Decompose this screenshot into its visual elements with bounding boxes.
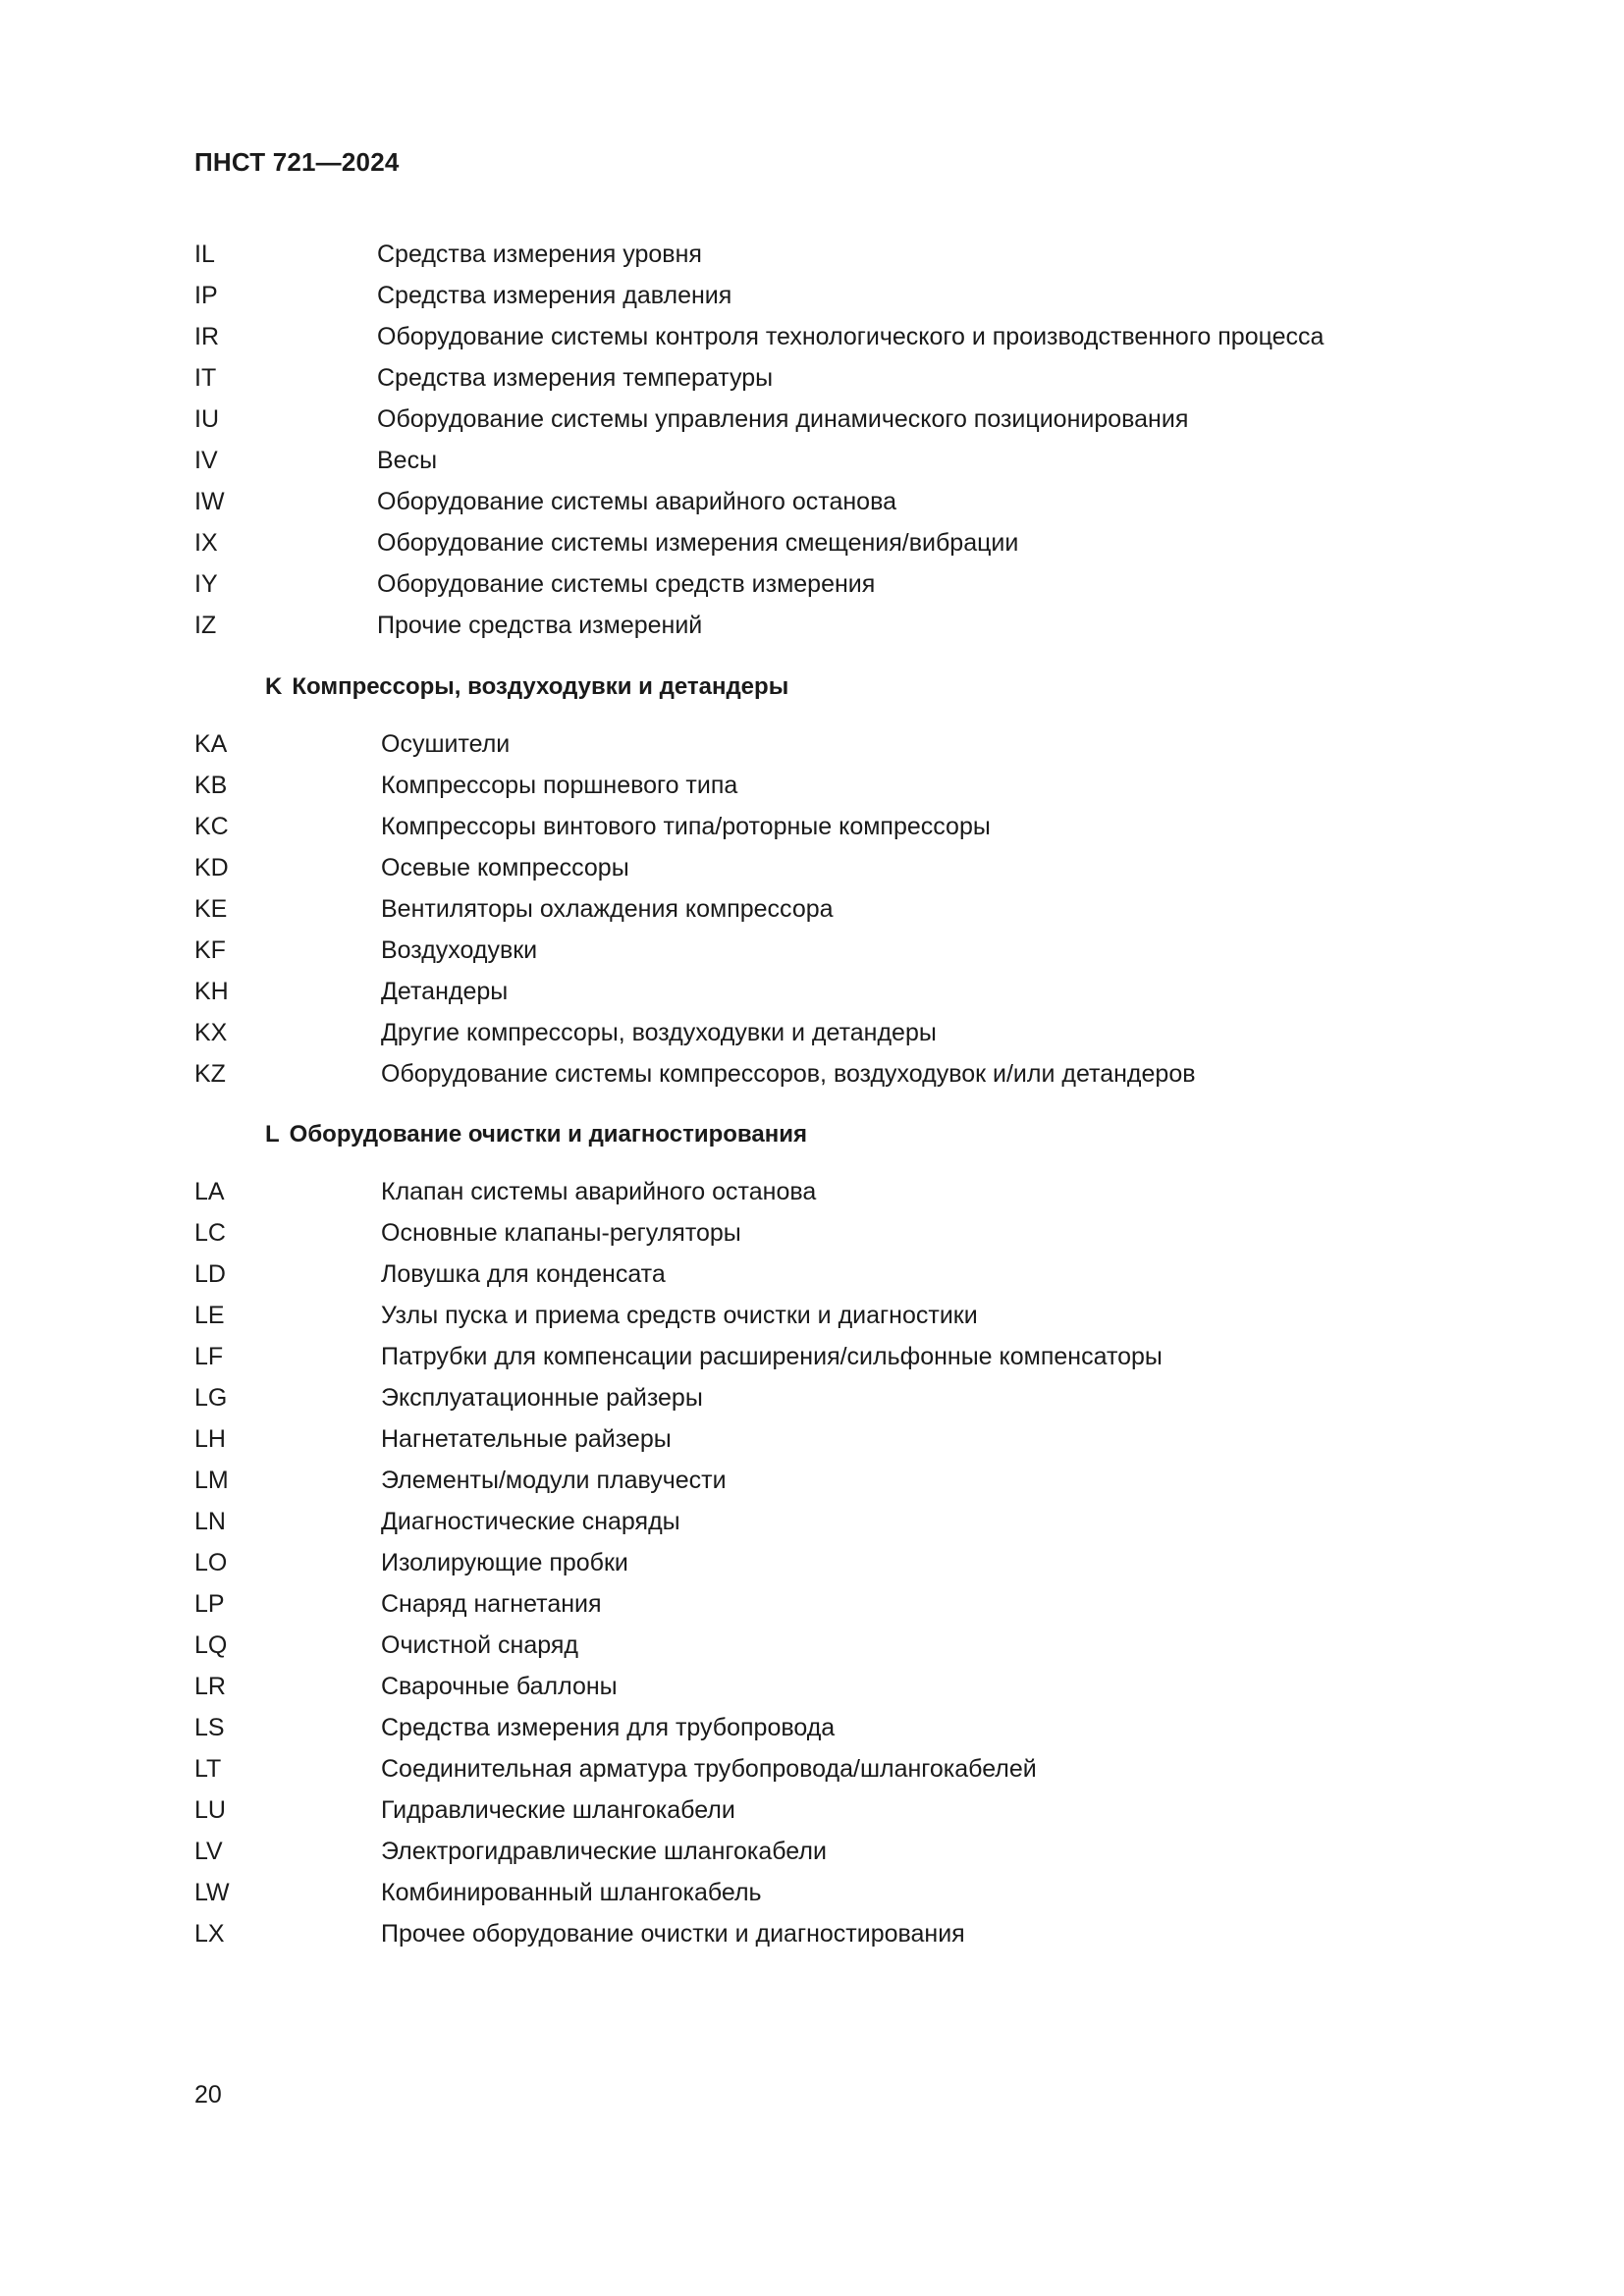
section-heading-k: [265, 670, 788, 704]
list-item: [194, 971, 1432, 1012]
list-item: [194, 563, 1432, 605]
list-item: [194, 316, 1432, 357]
item-text: Сварочные баллоны: [381, 1673, 618, 1700]
item-text: Снаряд нагнетания: [381, 1590, 602, 1618]
list-item: [194, 888, 1432, 930]
item-code: LN: [194, 1508, 226, 1535]
item-text: Вентиляторы охлаждения компрессора: [381, 895, 834, 923]
item-text: Осевые компрессоры: [381, 854, 629, 881]
item-code: IV: [194, 447, 218, 474]
item-text: Комбинированный шлангокабель: [381, 1879, 762, 1906]
list-item: [194, 1707, 1432, 1748]
item-text: Ловушка для конденсата: [381, 1260, 666, 1288]
item-code: LH: [194, 1425, 226, 1453]
item-code: LG: [194, 1384, 228, 1412]
list-item: [194, 1254, 1432, 1295]
list-item: [194, 723, 1432, 765]
item-code: KX: [194, 1019, 228, 1046]
list-item: [194, 1789, 1432, 1831]
item-text: Оборудование системы измерения смещения/вибрации: [377, 529, 1019, 557]
list-item: [194, 1212, 1432, 1254]
list-item: [194, 1171, 1432, 1212]
list-item: [194, 1418, 1432, 1460]
list-item: [194, 522, 1432, 563]
item-text: Компрессоры винтового типа/роторные компрессоры: [381, 813, 991, 840]
item-code: LP: [194, 1590, 225, 1618]
list-item: [194, 1336, 1432, 1377]
item-text: Средства измерения давления: [377, 282, 732, 309]
item-text: Средства измерения уровня: [377, 240, 702, 268]
item-code: LT: [194, 1755, 222, 1783]
item-code: KH: [194, 978, 229, 1005]
item-text: Оборудование системы аварийного останова: [377, 488, 896, 515]
item-code: KZ: [194, 1060, 226, 1088]
item-text: Оборудование системы контроля технологического и производственного процесса: [377, 323, 1325, 350]
item-code: KB: [194, 772, 228, 799]
item-text: Клапан системы аварийного останова: [381, 1178, 817, 1205]
list-item: [194, 1460, 1432, 1501]
item-code: LD: [194, 1260, 226, 1288]
item-text: Патрубки для компенсации расширения/сильфонные компенсаторы: [381, 1343, 1163, 1370]
item-text: Осушители: [381, 730, 511, 758]
list-item: [194, 1583, 1432, 1625]
item-text: Оборудование системы управления динамического позиционирования: [377, 405, 1189, 433]
item-code: LX: [194, 1920, 225, 1948]
item-text: Очистной снаряд: [381, 1631, 578, 1659]
list-item: [194, 1625, 1432, 1666]
list-item: [194, 1053, 1432, 1095]
list-item: [194, 1377, 1432, 1418]
item-text: Электрогидравлические шлангокабели: [381, 1838, 827, 1865]
item-text: Элементы/модули плавучести: [381, 1467, 727, 1494]
code-list-k: [194, 723, 1432, 1095]
item-code: IT: [194, 364, 217, 392]
list-item: [194, 765, 1432, 806]
item-code: LQ: [194, 1631, 228, 1659]
item-code: IP: [194, 282, 218, 309]
item-text: Компрессоры поршневого типа: [381, 772, 738, 799]
item-code: LS: [194, 1714, 225, 1741]
item-text: Диагностические снаряды: [381, 1508, 680, 1535]
item-text: Основные клапаны-регуляторы: [381, 1219, 741, 1247]
item-text: Прочее оборудование очистки и диагностирования: [381, 1920, 965, 1948]
list-item: [194, 1295, 1432, 1336]
item-code: KA: [194, 730, 228, 758]
item-text: Оборудование системы компрессоров, воздуходувок и/или детандеров: [381, 1060, 1196, 1088]
section-letter: K: [265, 673, 283, 700]
item-text: Оборудование системы средств измерения: [377, 570, 876, 598]
item-code: KD: [194, 854, 229, 881]
document-header: ПНСТ 721—2024: [194, 147, 400, 177]
item-text: Узлы пуска и приема средств очистки и диагностики: [381, 1302, 978, 1329]
item-code: LW: [194, 1879, 230, 1906]
item-code: IY: [194, 570, 218, 598]
list-item: [194, 275, 1432, 316]
item-text: Эксплуатационные райзеры: [381, 1384, 703, 1412]
list-item: [194, 1831, 1432, 1872]
list-item: [194, 1501, 1432, 1542]
item-text: Изолирующие пробки: [381, 1549, 628, 1576]
item-text: Соединительная арматура трубопровода/шлангокабелей: [381, 1755, 1037, 1783]
list-item: [194, 481, 1432, 522]
item-text: Весы: [377, 447, 438, 474]
item-code: IW: [194, 488, 225, 515]
item-code: LR: [194, 1673, 226, 1700]
item-code: IR: [194, 323, 219, 350]
list-item: [194, 1012, 1432, 1053]
section-heading-l: [265, 1118, 807, 1151]
list-item: [194, 357, 1432, 399]
list-item: [194, 399, 1432, 440]
list-item: [194, 1872, 1432, 1913]
item-code: IL: [194, 240, 215, 268]
item-code: LF: [194, 1343, 224, 1370]
item-code: IU: [194, 405, 219, 433]
section-title: Компрессоры, воздуходувки и детандеры: [292, 673, 789, 700]
item-code: LA: [194, 1178, 225, 1205]
item-code: KC: [194, 813, 229, 840]
item-code: IX: [194, 529, 218, 557]
item-text: Другие компрессоры, воздуходувки и детандеры: [381, 1019, 937, 1046]
code-list-l: [194, 1171, 1432, 1954]
list-item: [194, 806, 1432, 847]
list-item: [194, 234, 1432, 275]
item-code: LE: [194, 1302, 225, 1329]
list-item: [194, 605, 1432, 646]
item-text: Нагнетательные райзеры: [381, 1425, 672, 1453]
list-item: [194, 1913, 1432, 1954]
item-text: Детандеры: [381, 978, 509, 1005]
list-item: [194, 1542, 1432, 1583]
item-text: Средства измерения температуры: [377, 364, 774, 392]
list-item: [194, 1748, 1432, 1789]
page-number: 20: [194, 2081, 222, 2109]
item-code: LC: [194, 1219, 226, 1247]
list-item: [194, 847, 1432, 888]
item-code: IZ: [194, 612, 217, 639]
code-list-i: [194, 234, 1432, 646]
section-letter: L: [265, 1121, 280, 1148]
item-code: KE: [194, 895, 228, 923]
list-item: [194, 930, 1432, 971]
section-title: Оборудование очистки и диагностирования: [289, 1121, 807, 1148]
list-item: [194, 1666, 1432, 1707]
item-text: Гидравлические шлангокабели: [381, 1796, 735, 1824]
item-text: Прочие средства измерений: [377, 612, 703, 639]
item-text: Средства измерения для трубопровода: [381, 1714, 836, 1741]
item-code: LO: [194, 1549, 228, 1576]
list-item: [194, 440, 1432, 481]
item-code: LM: [194, 1467, 229, 1494]
item-text: Воздуходувки: [381, 936, 538, 964]
item-code: KF: [194, 936, 226, 964]
item-code: LV: [194, 1838, 223, 1865]
item-code: LU: [194, 1796, 226, 1824]
